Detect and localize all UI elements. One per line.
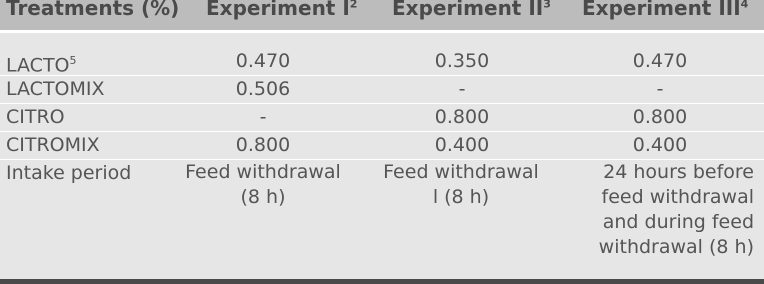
table-row — [0, 76, 764, 104]
cell-line: Feed withdrawal — [383, 161, 539, 183]
cell-experiment-1: 0.506 — [235, 78, 291, 100]
cell-experiment-3: - — [656, 78, 664, 100]
header-experiment-1: Experiment $I^2$ — [206, 0, 358, 20]
cell-experiment-3: 0.400 — [632, 134, 688, 156]
cell-experiment-2 — [370, 160, 552, 210]
cell-experiment-1: 0.470 — [235, 50, 291, 72]
table-header — [0, 0, 764, 33]
cell-line: withdrawal (8 h) — [598, 236, 754, 258]
cell-line: Feed withdrawal — [185, 161, 341, 183]
cell-line: 24 hours before — [603, 161, 754, 183]
cell-experiment-3: 0.470 — [632, 50, 688, 72]
table-row — [0, 48, 764, 76]
header-treatments: Treatments (%) — [6, 0, 180, 20]
cell-experiment-2: - — [458, 78, 466, 100]
cell-experiment-1: - — [259, 106, 267, 128]
row-label: CITRO — [6, 106, 65, 128]
cell-line: l (8 h) — [432, 186, 490, 208]
cell-line: feed withdrawal — [601, 186, 754, 208]
cell-experiment-1 — [170, 160, 356, 210]
table-bottom-rule — [0, 279, 764, 284]
cell-experiment-2: 0.350 — [434, 50, 490, 72]
cell-experiment-3 — [566, 160, 754, 260]
row-label: Intake period — [6, 162, 132, 184]
table-row — [0, 104, 764, 132]
cell-line: (8 h) — [240, 186, 286, 208]
cell-experiment-2: 0.400 — [434, 134, 490, 156]
row-label: LACTO$^5$ — [6, 54, 77, 77]
row-label: CITROMIX — [6, 134, 100, 156]
table-row-intake-period — [0, 160, 764, 278]
row-label: LACTOMIX — [6, 78, 105, 100]
header-experiment-3: Experiment III$^4$ — [582, 0, 749, 20]
cell-experiment-1: 0.800 — [235, 134, 291, 156]
cell-experiment-2: 0.800 — [434, 106, 490, 128]
table-row — [0, 132, 764, 160]
cell-experiment-3: 0.800 — [632, 106, 688, 128]
header-experiment-2: Experiment $II^3$ — [392, 0, 551, 20]
cell-line: and during feed — [602, 211, 754, 233]
